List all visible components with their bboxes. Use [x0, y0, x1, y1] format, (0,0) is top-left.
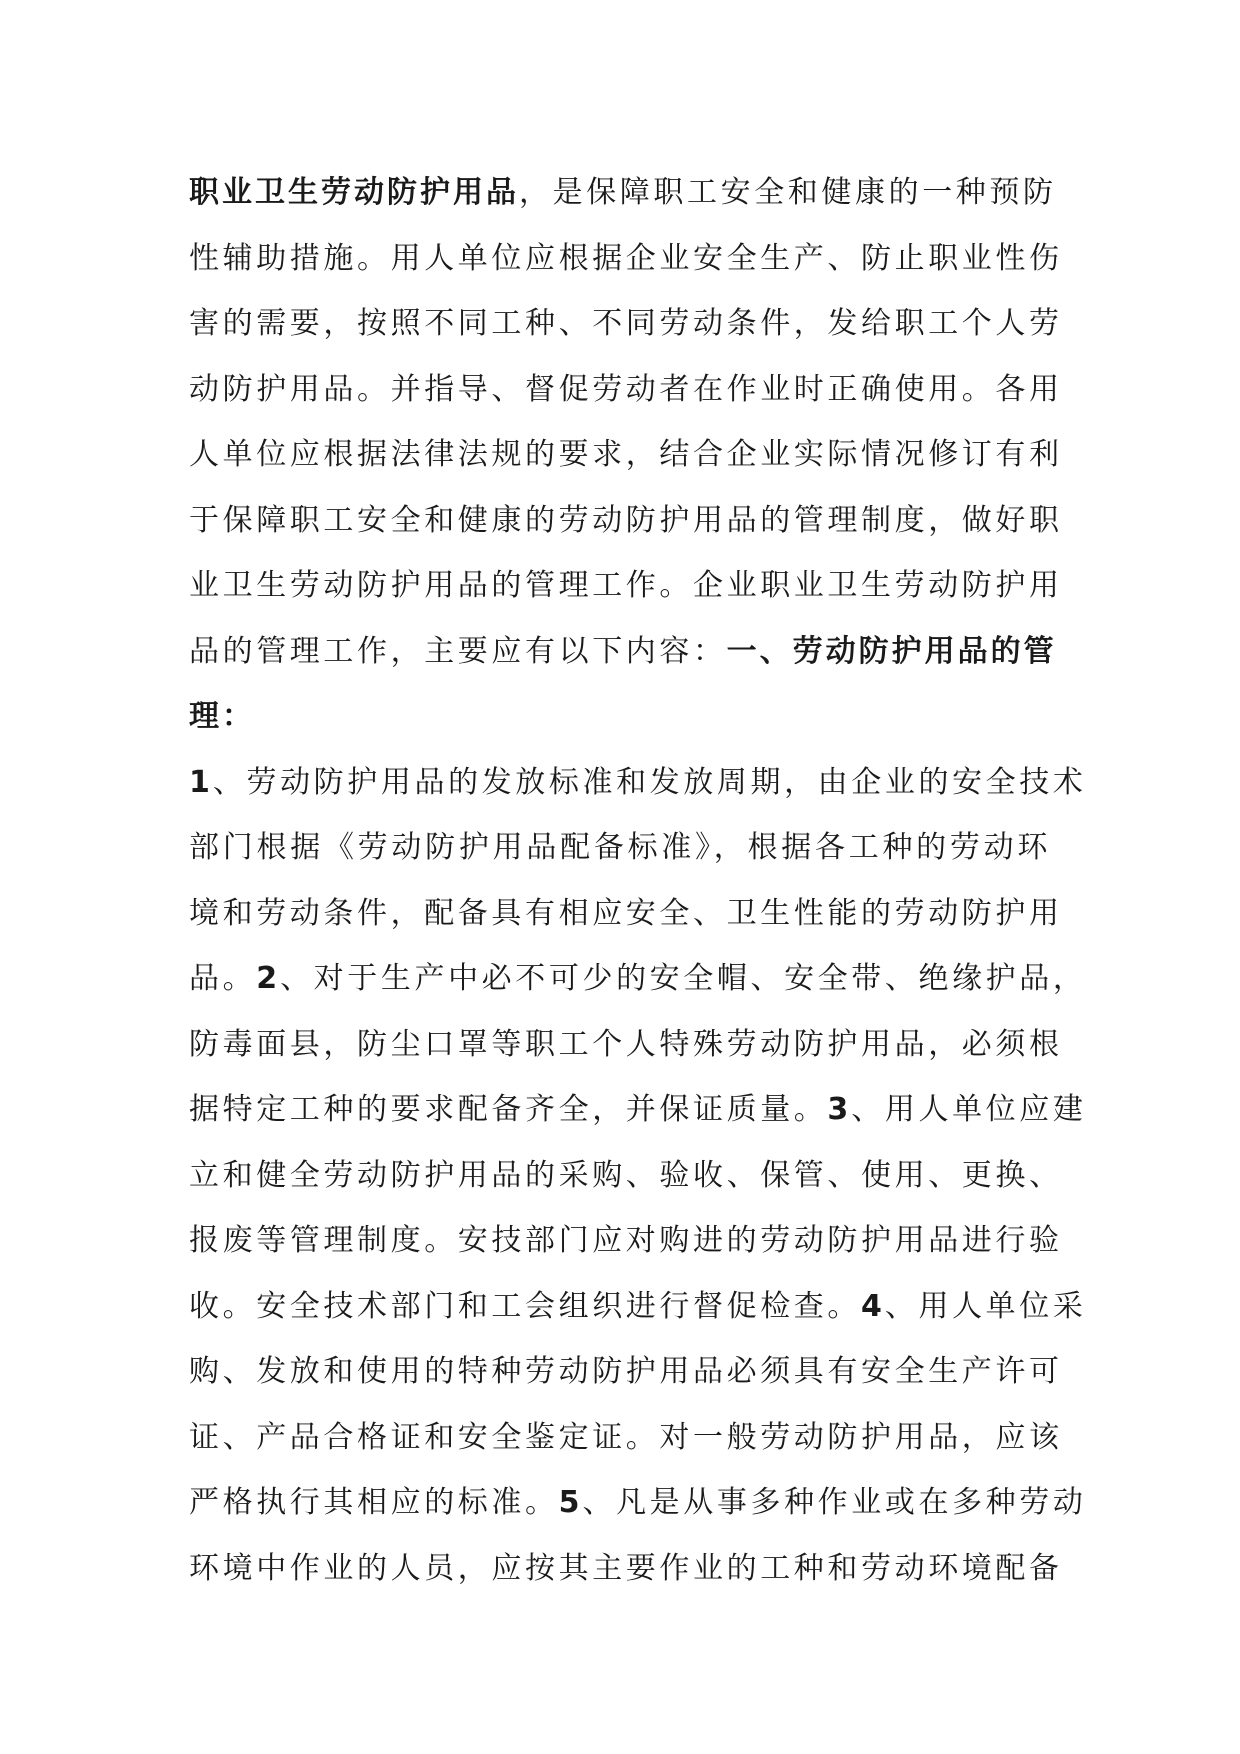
body-text: 严格执行其相应的标准。: [189, 1485, 559, 1520]
text-line: [189, 496, 1063, 562]
body-text: 动防护用品。并指导、督促劳动者在作业时正确使用。各用: [189, 371, 1063, 407]
document-body: [189, 168, 1087, 1609]
body-text: 品。: [189, 961, 257, 996]
bold-text: 4: [861, 1288, 885, 1324]
text-line: [189, 1216, 1063, 1282]
body-text: 、用人单位应建: [851, 1092, 1087, 1127]
body-text: 防毒面县，防尘口罩等职工个人特殊劳动防护用品，必须根: [189, 1026, 1063, 1062]
text-line: [189, 1282, 1087, 1348]
body-text: 证、产品合格证和安全鉴定证。对一般劳动防护用品，应该: [189, 1419, 1063, 1455]
text-line: [189, 299, 1063, 365]
text-line: [189, 430, 1063, 496]
body-text: 品的管理工作，主要应有以下内容：: [189, 633, 727, 669]
bold-text: 理：: [189, 699, 255, 734]
text-line: [189, 234, 1063, 300]
body-text: 、对于生产中必不可少的安全帽、安全带、绝缘护品，: [280, 961, 1087, 996]
text-line: [189, 823, 1051, 889]
body-text: 环境中作业的人员，应按其主要作业的工种和劳动环境配备: [189, 1550, 1063, 1586]
text-line: [189, 561, 1063, 627]
text-line: [189, 1020, 1063, 1086]
text-line: [189, 954, 1087, 1020]
body-text: 害的需要，按照不同工种、不同劳动条件，发给职工个人劳: [189, 306, 1063, 341]
bold-text: 一、劳动防护用品的管: [726, 633, 1057, 669]
text-line: [189, 1347, 1063, 1413]
text-line: [189, 1478, 1087, 1544]
text-line: [189, 692, 1051, 758]
text-line: [189, 168, 1057, 234]
body-text: 购、发放和使用的特种劳动防护用品必须具有安全生产许可: [189, 1354, 1063, 1389]
body-text: 收。安全技术部门和工会组织进行督促检查。: [189, 1288, 861, 1324]
text-line: [189, 1413, 1063, 1479]
bold-text: 2: [256, 961, 281, 996]
text-line: [189, 365, 1063, 431]
body-text: 性辅助措施。用人单位应根据企业安全生产、防止职业性伤: [189, 240, 1063, 276]
body-text: ，是保障职工安全和健康的一种预防: [519, 175, 1057, 210]
text-line: [189, 889, 1063, 955]
bold-text: 3: [827, 1092, 852, 1127]
body-text: 境和劳动条件，配备具有相应安全、卫生性能的劳动防护用: [189, 895, 1063, 931]
body-text: 、劳动防护用品的发放标准和发放周期，由企业的安全技术: [212, 764, 1087, 800]
text-line: [189, 1544, 1063, 1610]
text-line: [189, 1085, 1087, 1151]
body-text: 报废等管理制度。安技部门应对购进的劳动防护用品进行验: [189, 1223, 1063, 1258]
body-text: 立和健全劳动防护用品的采购、验收、保管、使用、更换、: [189, 1157, 1063, 1193]
bold-text: 1: [189, 764, 213, 800]
body-text: 、用人单位采: [884, 1288, 1087, 1324]
body-text: 业卫生劳动防护用品的管理工作。企业职业卫生劳动防护用: [189, 568, 1063, 603]
body-text: 据特定工种的要求配备齐全，并保证质量。: [189, 1092, 828, 1127]
bold-text: 5: [558, 1485, 583, 1520]
text-line: [189, 627, 1057, 693]
text-line: [189, 758, 1087, 824]
text-line: [189, 1151, 1063, 1217]
bold-text: 职业卫生劳动防护用品: [189, 175, 519, 210]
body-text: 、凡是从事多种作业或在多种劳动: [582, 1485, 1087, 1520]
document-paragraphs: [189, 168, 1087, 1609]
body-text: 人单位应根据法律法规的要求，结合企业实际情况修订有利: [189, 437, 1063, 472]
body-text: 于保障职工安全和健康的劳动防护用品的管理制度，做好职: [189, 502, 1063, 538]
body-text: 部门根据《劳动防护用品配备标准》，根据各工种的劳动环: [189, 830, 1051, 865]
